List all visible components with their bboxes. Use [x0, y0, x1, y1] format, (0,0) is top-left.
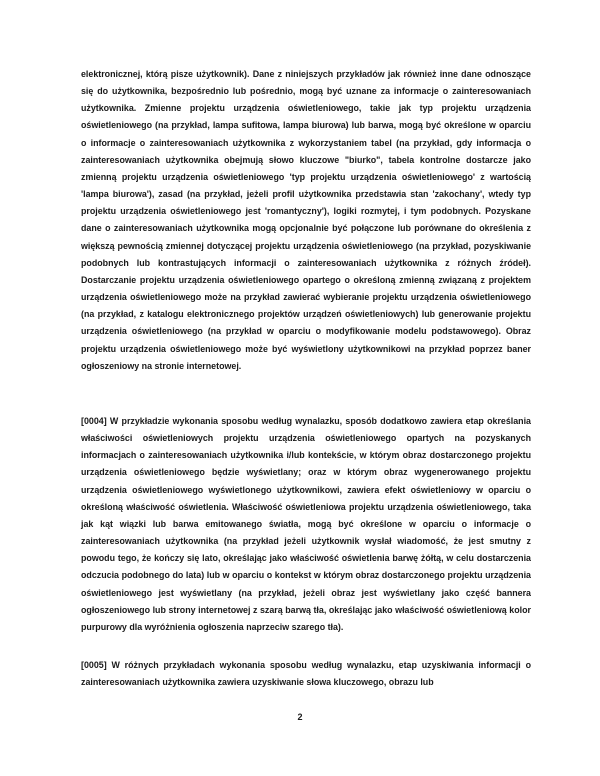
page-number: 2 [297, 712, 303, 722]
paragraph-0005: [0005] W różnych przykładach wykonania sposobu według wynalazku, etap uzyskiwania informacji o zainteresowaniach użytkownika zawiera uzyskiwanie słowa kluczowego, obrazu lub [81, 660, 531, 688]
paragraph-0004: [0004] W przykładzie wykonania sposobu według wynalazku, sposób dodatkowo zawiera etap określania właściwości oświetleniowych projektu urządzenia oświetleniowego opartych na pozyskanych informacjach o zainteresowaniach użytkownika i/lub kontekście, w którym obraz dostarczonego projektu urządzenia oświetleniowego będzie wyświetlany; oraz w którym obraz wygenerowanego projektu urządzenia oświetleniowego wyświetlonego użytkownikowi, zawiera efekt oświetleniowy w oparciu o określoną właściwość oświetlenia. Właściwość oświetleniowa projektu urządzenia oświetleniowego, taka jak kąt wiązki lub barwa emitowanego światła, mogą być określone w oparciu o informacje o zainteresowaniach użytkownika (na przykład jeżeli użytkownik wysłał wiadomość, że jest smutny z powodu tego, że kończy się lato, określając jako właściwość oświetlenia barwę żółtą, w celu dostarczenia odczucia podobnego do lata) lub w oparciu o kontekst w którym obraz dostarczonego projektu urządzenia oświetleniowego jest wyświetlany (na przykład, jeżeli obraz jest wyświetlany jako część bannera ogłoszeniowego lub strony internetowej z szarą barwą tła, określając jako właściwość oświetleniową kolor purpurowy dla wyróżnienia ogłoszenia naprzeciw szarego tła). [81, 416, 531, 632]
paragraph-continuation: elektronicznej, którą pisze użytkownik). Dane z niniejszych przykładów jak również inne dane odnoszące się do użytkownika, bezpośrednio lub pośrednio, mogą być uznane za informacje o zainteresowaniach użytkownika. Zmienne projektu urządzenia oświetleniowego, takie jak typ projektu urządzenia oświetleniowego (na przykład, lampa sufitowa, lampa biurowa) lub barwa, mogą być określone w oparciu o informacje o zainteresowaniach użytkownika z wykorzystaniem tabel (na przykład, gdy informacja o zainteresowaniach użytkownika obejmują słowo kluczowe "biurko", tabela kontrolne dostarcze jako zmienną projektu urządzenia oświetleniowego 'typ projektu urządzenia oświetleniowego' z wartością 'lampa biurowa'), zasad (na przykład, jeżeli profil użytkownika przedstawia stan 'zakochany', wtedy typ projektu urządzenia oświetleniowego jest 'romantyczny'), logiki rozmytej, i tym podobnych. Pozyskane dane o zainteresowaniach użytkownika mogą opcjonalnie być połączone lub porównane do określenia z większą pewnością zmiennej dotyczącej projektu urządzenia oświetleniowego (na przykład, pozyskiwanie podobnych lub kontrastujących informacji o zainteresowaniach użytkownika z różnych źródeł). Dostarczanie projektu urządzenia oświetleniowego opartego o określoną zmienną związaną z projektem urządzenia oświetleniowego może na przykład zawierać wybieranie projektu urządzenia oświetleniowego (na przykład, z katalogu elektronicznego projektów urządzeń oświetleniowych) lub generowanie projektu urządzenia oświetleniowego (na przykład w oparciu o modyfikowanie modelu podstawowego). Obraz projektu urządzenia oświetleniowego może być wyświetlony użytkownikowi na przykład poprzez baner ogłoszeniowy na stronie internetowej. [81, 69, 531, 371]
